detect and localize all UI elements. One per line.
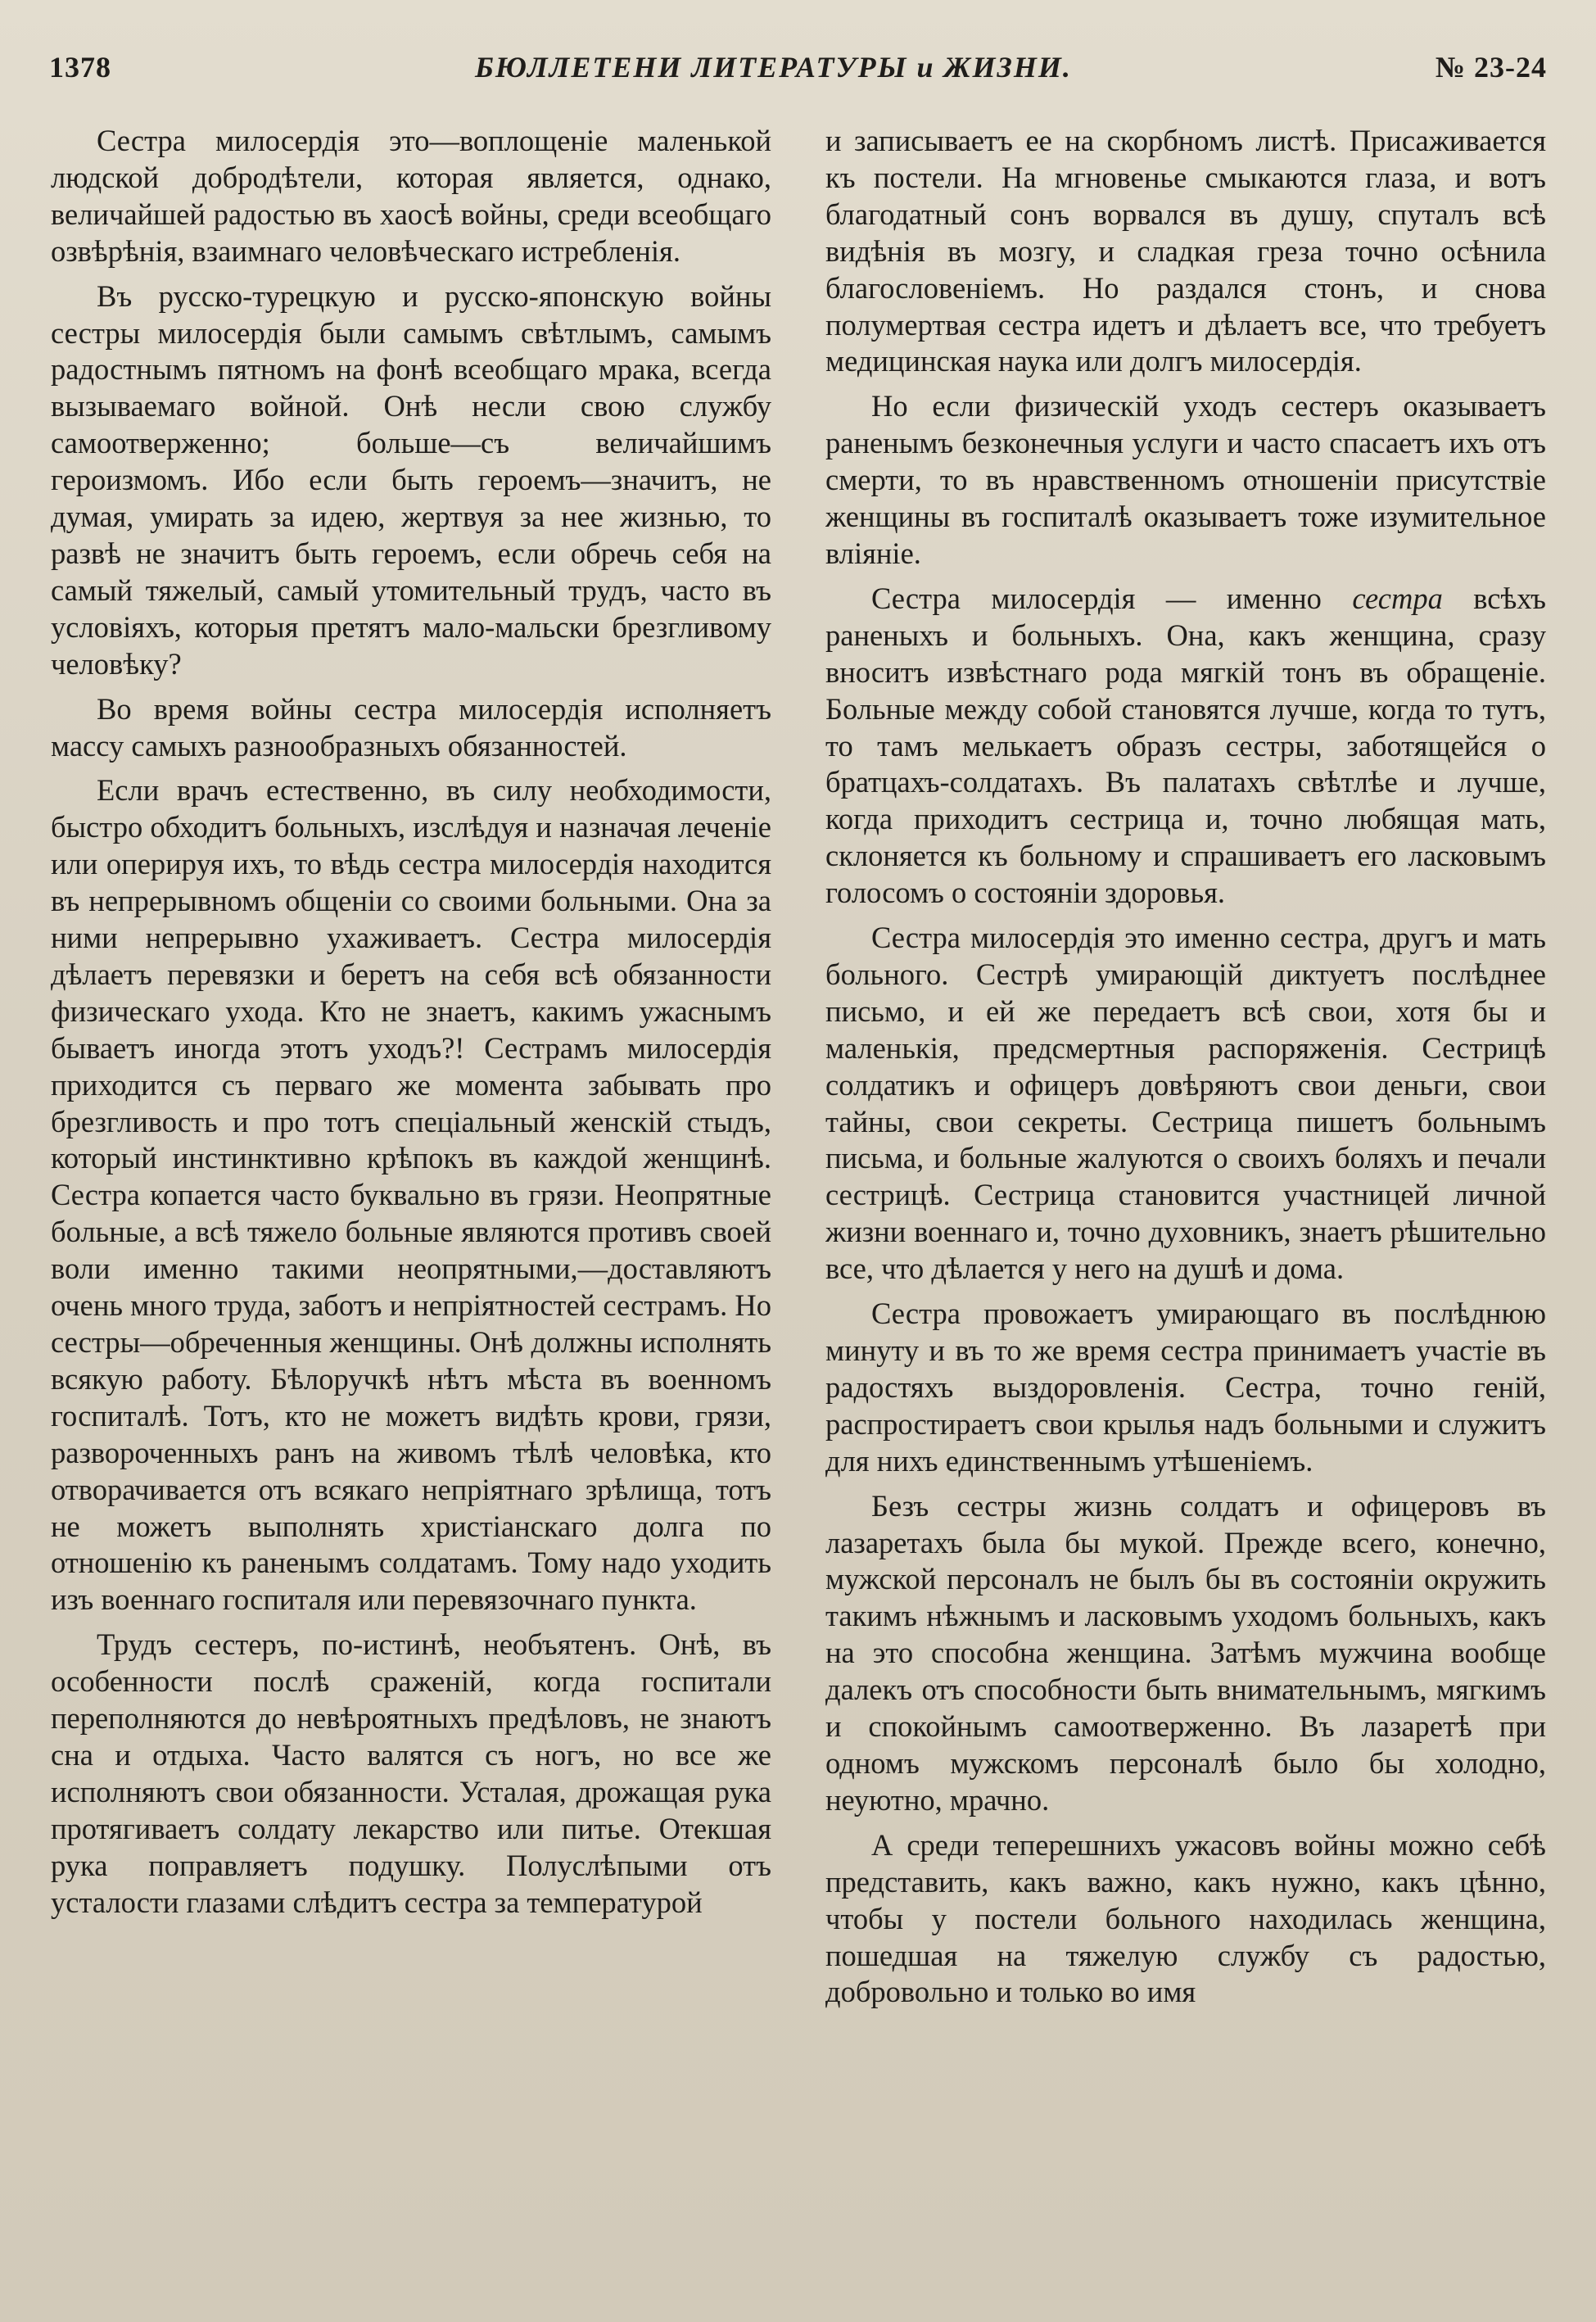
paragraph-continuation: и записываетъ ее на скорбномъ листѣ. Присаживается къ постели. На мгновенье смыкаются глаза, и вотъ благодатный сонъ ворвался въ душу, спуталъ всѣ видѣнія въ мозгу, и сладкая греза точно осѣнила благословеніемъ. Но раздался стонъ, и снова полумертвая сестра идетъ и дѣлаетъ все, что требуетъ медицинская наука или долгъ милосердія. xyxy=(825,124,1546,378)
emphasized-word: сестра xyxy=(1352,581,1443,615)
paragraph: Во время войны сестра милосердія исполняетъ массу самыхъ разнообразныхъ обязанностей. xyxy=(51,691,771,763)
paragraph: А среди теперешнихъ ужасовъ войны можно себѣ представить, какъ важно, какъ нужно, какъ цѣнно, чтобы у постели больного находилась женщина, пошедшая на тяжелую службу съ радостью, добровольно и только во имя xyxy=(825,1827,1546,2009)
text-run: всѣхъ раненыхъ и больныхъ. Она, какъ женщина, сразу вноситъ извѣстнаго рода мягкій тонъ въ обращеніе. Больные между собой становятся лучше, когда то тутъ, то тамъ мелькаетъ образъ сестры, заботящейся о братцахъ-солдатахъ. Въ палатахъ свѣтлѣе и лучше, когда приходитъ сестрица и, точно любящая мать, склоняется къ больному и спрашиваетъ его ласковымъ голосомъ о состояніи здоровья. xyxy=(825,581,1546,910)
page-header xyxy=(49,43,1547,92)
paragraph xyxy=(825,581,1546,912)
paragraph: Трудъ сестеръ, по-истинѣ, необъятенъ. Онѣ, въ особенности послѣ сраженій, когда госпитали переполняются до невѣроятныхъ предѣловъ, не знаютъ сна и отдыха. Часто валятся съ ногъ, но все же исполняютъ свои обязанности. Усталая, дрожащая рука протягиваетъ солдату лекарство или питье. Отекшая рука поправляетъ подушку. Полуслѣпыми отъ усталости глазами слѣдитъ сестра за температурой xyxy=(51,1627,771,1919)
paragraph: Но если физическій уходъ сестеръ оказываетъ раненымъ безконечныя услуги и часто спасаетъ ихъ отъ смерти, то въ нравственномъ отношеніи присутствіе женщины въ госпиталѣ оказываетъ тоже изумительное вліяніе. xyxy=(825,389,1546,570)
paragraph: Если врачъ естественно, въ силу необходимости, быстро обходитъ больныхъ, изслѣдуя и назначая леченіе или оперируя ихъ, то вѣдь сестра милосердія находится въ непрерывномъ общеніи со своими больными. Она за ними непрерывно ухаживаетъ. Сестра милосердія дѣлаетъ перевязки и беретъ на себя всѣ обязанности физическаго ухода. Кто не знаетъ, какимъ ужаснымъ бываетъ иногда этотъ уходъ?! Сестрамъ милосердія приходится съ перваго же момента забывать про брезгливость и про тотъ спеціальный женскій стыдъ, который инстинктивно крѣпокъ въ каждой женщинѣ. Сестра копается часто буквально въ грязи. Неопрятные больные, а всѣ тяжело больные являются противъ своей воли именно такими неопрятными,—доставляютъ очень много труда, заботъ и непріятностей сестрамъ. Но сестры—обреченныя женщины. Онѣ должны исполнять всякую работу. Бѣлоручкѣ нѣтъ мѣста въ военномъ госпиталѣ. Тотъ, кто не можетъ видѣть крови, грязи, развороченныхъ ранъ на живомъ тѣлѣ человѣка, кто отворачивается отъ всякаго непріятнаго зрѣлища, тотъ не можетъ выполнять христіанскаго долга по отношенію къ раненымъ солдатамъ. Тому надо уходить изъ военнаго госпиталя или перевязочнаго пункта. xyxy=(51,773,771,1617)
text-run: Сестра милосердія — именно xyxy=(871,581,1353,615)
page-number: 1378 xyxy=(49,51,111,84)
journal-title: БЮЛЛЕТЕНИ ЛИТЕРАТУРЫ и ЖИЗНИ. xyxy=(474,51,1072,84)
paragraph: Сестра милосердія это—воплощеніе маленькой людской добродѣтели, которая является, однако, величайшей радостью въ хаосѣ войны, среди всеобщаго озвѣрѣнія, взаимнаго человѣческаго истребленія. xyxy=(51,124,771,268)
text-columns xyxy=(51,123,1546,2302)
paragraph: Безъ сестры жизнь солдатъ и офицеровъ въ лазаретахъ была бы мукой. Прежде всего, конечно, мужской персоналъ не былъ бы въ состояніи окружить такимъ нѣжнымъ и ласковымъ уходомъ больныхъ, какъ на это способна женщина. Затѣмъ мужчина вообще далекъ отъ способности быть внимательнымъ, мягкимъ и спокойнымъ самоотверженно. Въ лазаретѣ при одномъ мужскомъ персоналѣ было бы холодно, неуютно, мрачно. xyxy=(825,1488,1546,1817)
left-column xyxy=(51,123,771,2302)
paragraph: Въ русско-турецкую и русско-японскую войны сестры милосердія были самымъ свѣтлымъ, самымъ радостнымъ пятномъ на фонѣ всеобщаго мрака, всегда вызываемаго войной. Онѣ несли свою службу самоотверженно; больше—съ величайшимъ героизмомъ. Ибо если быть героемъ—значитъ, не думая, умирать за идею, жертвуя за нее жизнью, то развѣ не значитъ быть героемъ, если обречь себя на самый тяжелый, самый утомительный трудъ, часто въ условіяхъ, которыя претятъ мало-мальски брезгливому человѣку? xyxy=(51,278,771,681)
paragraph: Сестра провожаетъ умирающаго въ послѣднюю минуту и въ то же время сестра принимаетъ участіе въ радостяхъ выздоровленія. Сестра, точно геній, распростираетъ свои крылья надъ больными и служитъ для нихъ единственнымъ утѣшеніемъ. xyxy=(825,1297,1546,1478)
issue-number: № 23-24 xyxy=(1435,51,1547,84)
right-column xyxy=(825,123,1546,2302)
paragraph: Сестра милосердія это именно сестра, другъ и мать больного. Сестрѣ умирающій диктуетъ послѣднее письмо, и ей же передаетъ всѣ свои, хотя бы и маленькія, предсмертныя распоряженія. Сестрицѣ солдатикъ и офицеръ довѣряютъ свои деньги, свои тайны, свои секреты. Сестрица пишетъ больнымъ письма, и больные жалуются о своихъ боляхъ и печали сестрицѣ. Сестрица становится участницей личной жизни военнаго и, точно духовникъ, знаетъ рѣшительно все, что дѣлается у него на душѣ и дома. xyxy=(825,921,1546,1286)
